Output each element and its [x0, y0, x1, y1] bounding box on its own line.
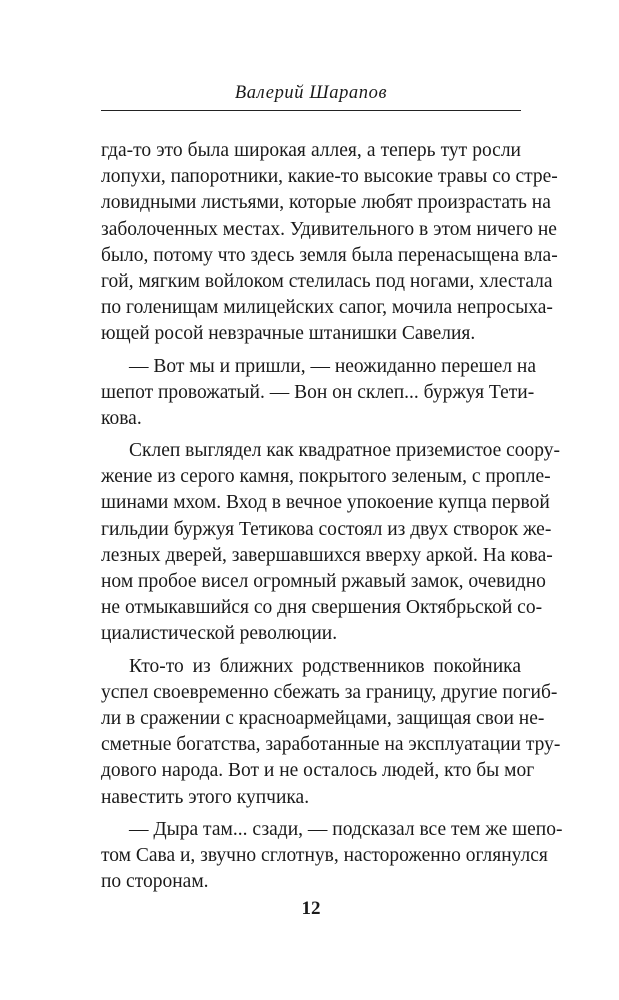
text-line: гой, мягким войлоком стелилась под ногами, хлестала: [101, 270, 553, 292]
text-line: заболоченных местах. Удивительного в этом ничего не: [101, 218, 557, 240]
text-line: Склеп выглядел как квадратное приземистое соору-: [129, 440, 561, 462]
text-line: ющей росой невзрачные штанишки Савелия.: [101, 323, 476, 345]
paragraph: [101, 354, 537, 433]
paragraph: [101, 654, 561, 811]
text-line: Кто-то из ближних родственников покойника: [129, 655, 521, 677]
text-line: шепот провожатый. — Вон он склеп... буржуя Тети-: [101, 381, 535, 403]
text-line: гильдии буржуя Тетикова состоял из двух створок же-: [101, 518, 552, 540]
text-line: ли в сражении с красноармейцами, защищая свои не-: [101, 707, 545, 729]
running-head: Валерий Шарапов: [234, 83, 388, 103]
text-line: сметные богатства, заработанные на эксплуатации тру-: [101, 734, 561, 756]
text-line: лезных дверей, завершавшихся вверху аркой. На кова-: [101, 544, 553, 566]
paragraph: [101, 817, 563, 896]
text-line: не отмыкавшийся со дня свершения Октябрьской со-: [101, 597, 543, 619]
text-line: дового народа. Вот и не осталось людей, кто бы мог: [101, 760, 535, 782]
text-line: — Дыра там... сзади, — подсказал все тем же шепо-: [129, 818, 563, 840]
text-line: гда-то это была широкая аллея, а теперь тут росли: [101, 140, 521, 161]
page-number: 12: [301, 898, 321, 919]
text-line: кова.: [101, 407, 142, 429]
paragraph: [101, 438, 561, 648]
header-rule: [101, 110, 521, 111]
text-line: ном пробое висел огромный ржавый замок, очевидно: [101, 571, 546, 592]
text-line: навестить этого купчика.: [101, 786, 310, 808]
text-line: жение из серого камня, покрытого зеленым, с пропле-: [101, 466, 551, 488]
text-line: лопухи, папоротники, какие-то высокие травы со стре-: [101, 166, 558, 188]
text-line: — Вот мы и пришли, — неожиданно перешел на: [129, 355, 537, 377]
paragraph: [101, 138, 558, 348]
text-line: шинами мхом. Вход в вечное упокоение купца первой: [101, 492, 550, 514]
text-line: ловидными листьями, которые любят произрастать на: [101, 192, 551, 214]
text-line: по сторонам.: [101, 871, 209, 893]
text-line: по голенищам милицейских сапог, мочила непросыха-: [101, 297, 553, 319]
text-line: циалистической революции.: [101, 623, 338, 645]
body-text: [101, 138, 563, 901]
text-line: успел своевременно сбежать за границу, другие погиб-: [101, 681, 558, 703]
text-line: том Сава и, звучно сглотнув, настороженно оглянулся: [101, 844, 548, 866]
text-line: было, потому что здесь земля была перенасыщена вла-: [101, 244, 558, 266]
